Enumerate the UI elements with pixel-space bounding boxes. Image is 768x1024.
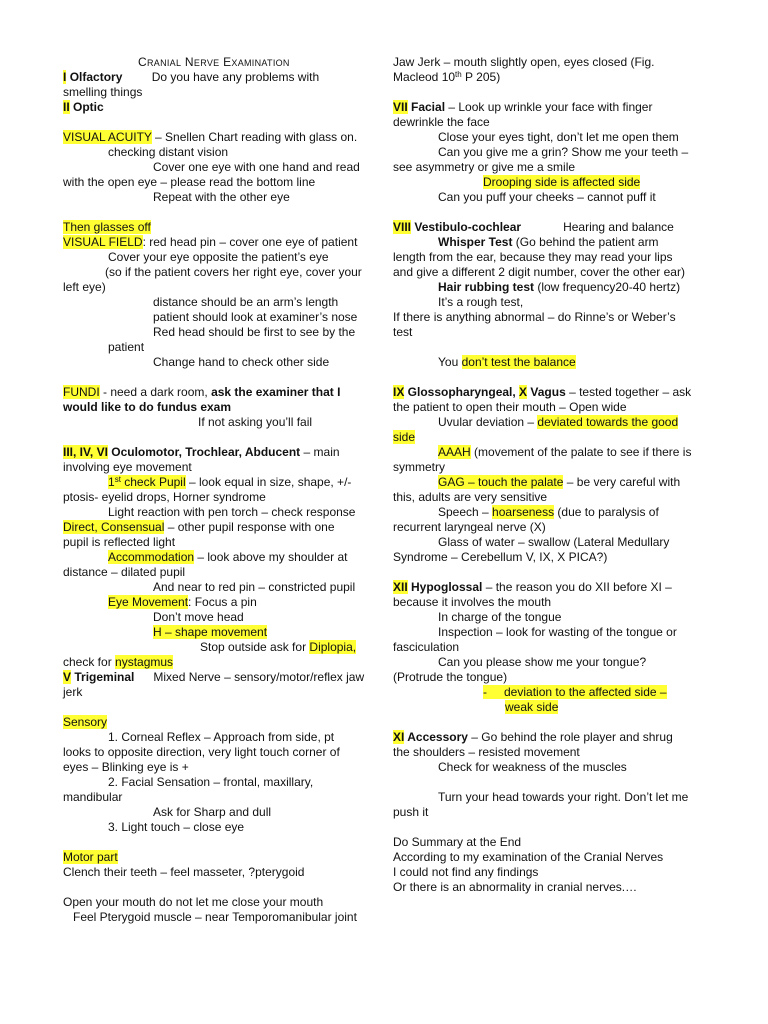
text-line: Can you puff your cheeks – cannot puff it	[438, 190, 656, 204]
summary-line: I could not find any findings	[393, 865, 539, 879]
text-line: Can you please show me your tongue?	[438, 655, 647, 669]
text-line: dewrinkle the face	[393, 115, 490, 129]
text-line: looks to opposite direction, very light touch corner of	[63, 745, 340, 759]
highlight: GAG – touch the palate	[438, 475, 564, 489]
text-line: with the open eye – please read the bottom line	[63, 175, 316, 189]
text-line: Glass of water – swallow (Lateral Medullary	[438, 535, 670, 549]
text-line: Turn your head towards your right. Don’t let me	[438, 790, 689, 804]
highlight: H – shape movement	[153, 625, 268, 639]
olfactory-line: I Olfactory Do you have any problems with	[63, 70, 320, 84]
text-line: Clench their teeth – feel masseter, ?pterygoid	[63, 865, 305, 879]
text-line: see asymmetry or give me a smile	[393, 160, 576, 174]
highlight: Drooping side is affected side	[483, 175, 641, 189]
text-line: involving eye movement	[63, 460, 192, 474]
trigeminal-line: V Trigeminal Mixed Nerve – sensory/motor/reflex jaw	[63, 670, 365, 684]
nerve-number: XI	[393, 730, 405, 744]
highlight: Then glasses off	[63, 220, 151, 234]
text-line: test	[393, 325, 413, 339]
text-line: patient should look at examiner’s nose	[153, 310, 358, 324]
nerve-name: Optic	[73, 100, 104, 114]
text-line: If there is anything abnormal – do Rinne’s or Weber’s	[393, 310, 676, 324]
text-line: smelling things	[63, 85, 143, 99]
text-line: It’s a rough test,	[438, 295, 524, 309]
highlight: nystagmus	[115, 655, 174, 669]
text-line: distance – dilated pupil	[63, 565, 186, 579]
text-line: Check for weakness of the muscles	[438, 760, 627, 774]
nerve-number: II	[63, 100, 70, 114]
nerve-name: Vestibulo-cochlear	[411, 220, 522, 234]
highlight: hoarseness	[492, 505, 555, 519]
text-line: because it involves the mouth	[393, 595, 552, 609]
text-line: fasciculation	[393, 640, 460, 654]
highlight: side	[393, 430, 416, 444]
nerve-name: Olfactory	[69, 70, 123, 84]
highlight: don’t test the balance	[461, 355, 576, 369]
left-column: CRANIAL NERVE EXAMINATION I Olfactory Do you have any problems with smelling things II Optic VISUAL ACUITY – Snellen Chart reading with glass on. checking distant vision Cover one eye with one hand and read with the open eye – please read the bottom line Repeat with the other eye Then glasses off VISUAL FIELD: red head pin – cover one eye of patient Cover your eye opposite the patient’s eye (so if the patient covers her right eye, cover your left eye) distance should be an arm’s length patient should look at examiner’s nose Red head should be first to see by the patient Change hand to check other side FUNDI - need a dark room, ask the examiner that I would like to do fundus exam If not asking you’ll fail III, IV, VI Oculomotor, Trochlear, Abducent – main involving eye movement 1st check Pupil – look equal in size, shape, +/- ptosis- eyelid drops, Horner syndrome Light reaction with pen torch – check response Direct, Consensual – other pupil response with one pupil is reflected light Accommodation – look above my shoulder at distance – dilated pupil And near to red pin – constricted pupil Eye Movement: Focus a pin Don’t move head H – shape movement Stop outside ask for Diplopia, check for nystagmus V Trigeminal Mixed Nerve – sensory/motor/reflex jaw jerk Sensory 1. Corneal Reflex – Approach from side, pt looks to opposite direction, very light touch corner of eyes – Blinking eye is + 2. Facial Sensation – frontal, maxillary, mandibular Ask for Sharp and dull 3. Light touch – close eye Motor part Clench their teeth – feel masseter, ?pterygoid Open your mouth do not let me close your mouth Feel Pterygoid muscle – near Temporomanibular joint	[63, 55, 378, 925]
text-line: checking distant vision	[108, 145, 229, 159]
nerve-name: Glossopharyngeal,	[404, 385, 520, 399]
text-line: Jaw Jerk – mouth slightly open, eyes closed (Fig.	[393, 55, 655, 69]
nerve-number: XII	[393, 580, 408, 594]
text-line: left eye)	[63, 280, 106, 294]
text-line: symmetry	[393, 460, 445, 474]
text-line: Change hand to check other side	[153, 355, 330, 369]
fundi-line: FUNDI - need a dark room, ask the examiner that I	[63, 385, 341, 399]
text-line: In charge of the tongue	[438, 610, 562, 624]
text-line: Ask for Sharp and dull	[153, 805, 272, 819]
vestibulocochlear-line: VIII Vestibulo-cochlear Hearing and balance	[393, 220, 674, 234]
highlight: Eye Movement	[108, 595, 189, 609]
optic-line	[63, 100, 378, 115]
accessory-line: XI Accessory – Go behind the role player and shrug	[393, 730, 673, 744]
nerve-number: IX	[393, 385, 405, 399]
nerve-name: Accessory	[404, 730, 468, 744]
pupil-line: 1st check Pupil – look equal in size, shape, +/-	[108, 475, 352, 489]
highlight: Sensory	[63, 715, 108, 729]
text-line: Red head should be first to see by the	[153, 325, 356, 339]
facial-line: VII Facial – Look up wrinkle your face with finger	[393, 100, 653, 114]
right-column: Jaw Jerk – mouth slightly open, eyes closed (Fig. Macleod 10th P 205) VII Facial – Look up wrinkle your face with finger dewrinkle the face Close your eyes tight, don’t let me open them Can you give me a grin? Show me your teeth – see asymmetry or give me a smile Drooping side is affected side Can you puff your cheeks – cannot puff it VIII Vestibulo-cochlear Hearing and balance Whisper Test (Go behind the patient arm length from the ear, because they may read your lips and give a different 2 digit number, cover the other ear) Hair rubbing test (low frequency20-40 hertz) It’s a rough test, If there is anything abnormal – do Rinne’s or Weber’s test You don’t test the balance IX Glossopharyngeal, X Vagus – tested together – ask the patient to open their mouth – Open wide Uvular deviation – deviated towards the good side AAAH (movement of the palate to see if there is symmetry GAG – touch the palate – be very careful with this, adults are very sensitive Speech – hoarseness (due to paralysis of recurrent laryngeal nerve (X) Glass of water – swallow (Lateral Medullary Syndrome – Cerebellum V, IX, X PICA?) XII Hypoglossal – the reason you do XII before XI – because it involves the mouth In charge of the tongue Inspection – look for wasting of the tongue or fasciculation Can you please show me your tongue? (Protrude the tongue) - deviation to the affected side – weak side XI Accessory – Go behind the role player and shrug the shoulders – resisted movement Check for weakness of the muscles Turn your head towards your right. Don’t let me push it Do Summary at the End According to my examination of the Cranial Nerves I could not find any findings Or there is an abnormality in cranial nerves.…	[393, 55, 711, 895]
text-line: Cover your eye opposite the patient’s eye	[108, 250, 329, 264]
text-line: Inspection – look for wasting of the tongue or	[438, 625, 677, 639]
visual-acuity-line: VISUAL ACUITY – Snellen Chart reading with glass on.	[63, 130, 358, 144]
nerve-name: Trigeminal	[71, 670, 135, 684]
text-line: Can you give me a grin? Show me your teeth –	[438, 145, 689, 159]
text-line: push it	[393, 805, 429, 819]
text-line: this, adults are very sensitive	[393, 490, 548, 504]
text-line: Feel Pterygoid muscle – near Temporomanibular joint	[73, 910, 357, 924]
text-line: Don’t move head	[153, 610, 244, 624]
text-line: distance should be an arm’s length	[153, 295, 339, 309]
highlight: Direct, Consensual	[63, 520, 165, 534]
text-line: And near to red pin – constricted pupil	[153, 580, 356, 594]
nerve-number: I	[63, 70, 67, 84]
text-line: recurrent laryngeal nerve (X)	[393, 520, 546, 534]
text-line: pupil is reflected light	[63, 535, 176, 549]
hypoglossal-line: XII Hypoglossal – the reason you do XII before XI –	[393, 580, 672, 594]
glossopharyngeal-vagus-line: IX Glossopharyngeal, X Vagus – tested together – ask	[393, 385, 692, 399]
text-line: (Protrude the tongue)	[393, 670, 508, 684]
text-line: (so if the patient covers her right eye, cover your	[105, 265, 362, 279]
text-line: 3. Light touch – close eye	[108, 820, 245, 834]
text-line: 2. Facial Sensation – frontal, maxillary,	[108, 775, 314, 789]
text-line: the shoulders – resisted movement	[393, 745, 580, 759]
highlight: deviation to the affected side –	[504, 685, 667, 699]
text-line: patient	[108, 340, 145, 354]
highlight: Diplopia,	[309, 640, 357, 654]
text-line: the patient to open their mouth – Open wide	[393, 400, 627, 414]
nerve-number: III, IV, VI	[63, 445, 108, 459]
text-line: Open your mouth do not let me close your mouth	[63, 895, 324, 909]
visual-field-line: VISUAL FIELD: red head pin – cover one eye of patient	[63, 235, 358, 249]
text-line: length from the ear, because they may read your lips	[393, 250, 673, 264]
text-line: eyes – Blinking eye is +	[63, 760, 189, 774]
summary-line: Or there is an abnormality in cranial nerves.…	[393, 880, 638, 894]
text-line: and give a different 2 digit number, cover the other ear)	[393, 265, 685, 279]
text-line: 1. Corneal Reflex – Approach from side, pt	[108, 730, 335, 744]
text-line: If not asking you’ll fail	[198, 415, 313, 429]
text-line: Cover one eye with one hand and read	[153, 160, 360, 174]
highlight: Accommodation	[108, 550, 195, 564]
nerve-number: VII	[393, 100, 408, 114]
highlight: Motor part	[63, 850, 118, 864]
text-line: Light reaction with pen torch – check response	[108, 505, 356, 519]
text-line: mandibular	[63, 790, 123, 804]
nerve-number: V	[63, 670, 72, 684]
page-title: CRANIAL NERVE EXAMINATION	[138, 55, 290, 69]
highlight: AAAH	[438, 445, 471, 459]
nerve-number: X	[519, 385, 528, 399]
text-line: jerk	[63, 685, 83, 699]
text-line: ptosis- eyelid drops, Horner syndrome	[63, 490, 266, 504]
summary-line: According to my examination of the Cranial Nerves	[393, 850, 664, 864]
nerve-name: Facial	[407, 100, 446, 114]
eye-movement-nerves-line: III, IV, VI Oculomotor, Trochlear, Abducent – main	[63, 445, 340, 459]
nerve-name: Vagus	[527, 385, 566, 399]
text-line: would like to do fundus exam	[63, 400, 232, 414]
text-line: Close your eyes tight, don’t let me open them	[438, 130, 679, 144]
nerve-name: Hypoglossal	[407, 580, 483, 594]
nerve-name: Oculomotor, Trochlear, Abducent	[107, 445, 301, 459]
text-line: Repeat with the other eye	[153, 190, 290, 204]
highlight: deviated towards the good	[537, 415, 679, 429]
highlight: weak side	[505, 700, 559, 714]
text-line: Syndrome – Cerebellum V, IX, X PICA?)	[393, 550, 608, 564]
nerve-number: VIII	[393, 220, 412, 234]
summary-line: Do Summary at the End	[393, 835, 522, 849]
